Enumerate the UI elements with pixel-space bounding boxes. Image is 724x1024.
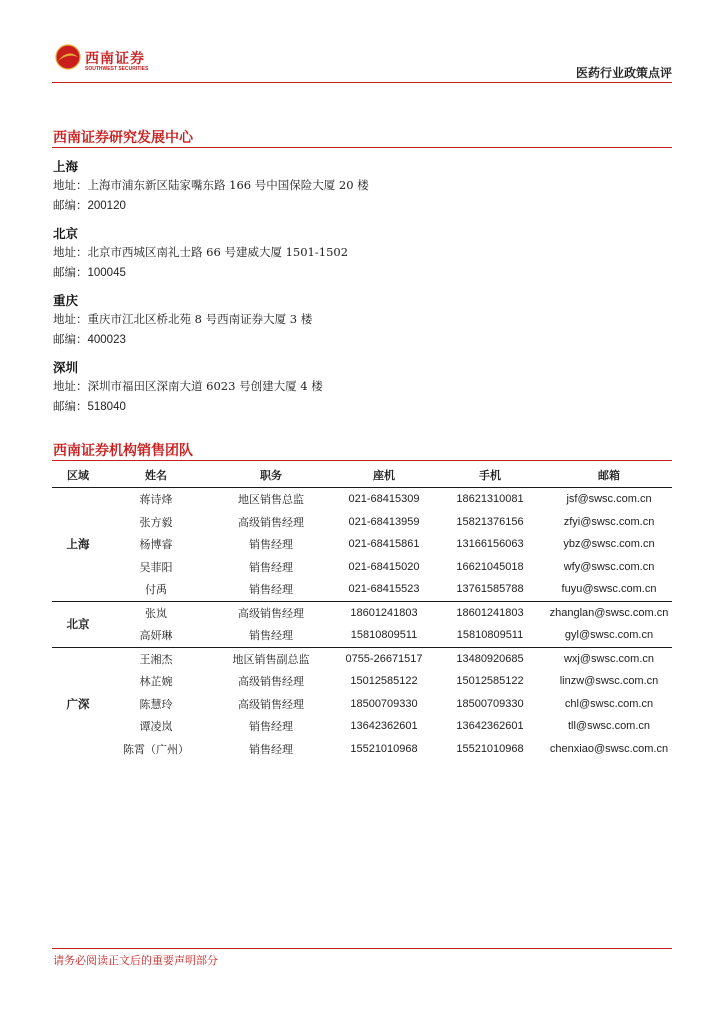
- address-value: 深圳市福田区深南大道 6023 号创建大厦 4 楼: [87, 379, 323, 393]
- zip-label: 邮编：: [53, 198, 88, 212]
- name-cell: 林芷婉: [139, 675, 173, 689]
- footer-divider: [52, 948, 672, 949]
- email-cell: linzw@swsc.com.cn: [559, 675, 659, 688]
- phone-cell: 021-68415309: [348, 493, 420, 506]
- address-value: 重庆市江北区桥北苑 8 号西南证券大厦 3 楼: [87, 312, 313, 326]
- name-cell: 付禹: [104, 578, 208, 601]
- title-cell: 销售经理: [249, 720, 293, 734]
- header-divider: [52, 82, 672, 83]
- phone-cell: 13642362601: [350, 720, 418, 733]
- table-row: [52, 488, 672, 511]
- phone-cell: 15012585122: [350, 675, 418, 688]
- title-cell: 销售经理: [249, 742, 293, 756]
- report-type: 医药行业政策点评: [575, 66, 672, 80]
- column-header-phone: 座机: [334, 462, 434, 488]
- office-address: [53, 311, 312, 327]
- mobile-cell: 13761585788: [434, 578, 546, 601]
- address-label: 地址：: [53, 245, 88, 259]
- office-zip: [53, 197, 126, 213]
- address-label: 地址：: [53, 379, 88, 393]
- office-zip: [53, 331, 126, 347]
- footer-disclaimer: 请务必阅读正文后的重要声明部分: [53, 954, 218, 967]
- address-label: 地址：: [53, 178, 88, 192]
- name-cell: 谭凌岚: [139, 720, 173, 734]
- name-cell: 杨博睿: [139, 538, 173, 552]
- email-cell: gyl@swsc.com.cn: [546, 624, 672, 647]
- mobile-cell: 18621310081: [456, 493, 524, 506]
- phone-cell: 15521010968: [350, 742, 418, 755]
- name-cell: 张方毅: [139, 515, 173, 529]
- title-cell: 销售经理: [249, 560, 293, 574]
- mobile-cell: 18601241803: [456, 606, 524, 619]
- mobile-cell: 18500709330: [456, 697, 524, 710]
- name-cell: 高妍琳: [104, 624, 208, 647]
- table-row: [52, 601, 672, 624]
- name-cell: 吴菲阳: [139, 560, 173, 574]
- table-row: [52, 693, 672, 716]
- region-cell: 上海: [52, 488, 104, 602]
- table-row: [52, 738, 672, 761]
- column-header-name: 姓名: [104, 462, 208, 488]
- mobile-cell: 16621045018: [456, 560, 524, 573]
- zip-label: 邮编：: [53, 399, 88, 413]
- phone-cell: 021-68415523: [334, 578, 434, 601]
- table-header-row: [52, 462, 672, 488]
- address-label: 地址：: [53, 312, 88, 326]
- title-cell: 销售经理: [208, 624, 334, 647]
- title-cell: 销售经理: [208, 578, 334, 601]
- email-cell: chenxiao@swsc.com.cn: [549, 742, 669, 755]
- table-row: [52, 670, 672, 693]
- office-address: [53, 177, 369, 193]
- phone-cell: 021-68415020: [348, 560, 420, 573]
- name-cell: 王湘杰: [139, 652, 173, 666]
- sales-team-divider: [52, 460, 672, 461]
- logo-text-en: SOUTHWEST SECURITIES: [85, 66, 149, 72]
- title-cell: 地区销售副总监: [232, 652, 310, 666]
- title-cell: 销售经理: [249, 538, 293, 552]
- mobile-cell: 13166156063: [456, 538, 524, 551]
- title-cell: 高级销售经理: [238, 675, 304, 689]
- office-city: 上海: [53, 159, 79, 174]
- zip-label: 邮编：: [53, 332, 88, 346]
- email-cell: wxj@swsc.com.cn: [563, 652, 654, 665]
- mobile-cell: 13480920685: [456, 652, 524, 665]
- name-cell: 张岚: [145, 606, 167, 620]
- zip-value: 400023: [87, 334, 126, 346]
- email-cell: jsf@swsc.com.cn: [566, 493, 652, 506]
- office-zip: [53, 398, 126, 414]
- column-header-email: 邮箱: [546, 462, 672, 488]
- title-cell: 高级销售经理: [238, 515, 304, 529]
- phone-cell: 021-68413959: [348, 515, 420, 528]
- table-row: [52, 647, 672, 670]
- mobile-cell: 13642362601: [456, 720, 524, 733]
- table-row: [52, 556, 672, 579]
- email-cell: zfyi@swsc.com.cn: [563, 515, 655, 528]
- phone-cell: 15810809511: [334, 624, 434, 647]
- mobile-cell: 15821376156: [456, 515, 524, 528]
- mobile-cell: 15012585122: [456, 675, 524, 688]
- column-header-mobile: 手机: [434, 462, 546, 488]
- office-zip: [53, 264, 126, 280]
- title-cell: 地区销售总监: [238, 493, 304, 507]
- phone-cell: 18500709330: [350, 697, 418, 710]
- region-cell: 北京: [52, 601, 104, 647]
- phone-cell: 0755-26671517: [345, 652, 423, 665]
- name-cell: 陈慧玲: [139, 697, 173, 711]
- email-cell: wfy@swsc.com.cn: [563, 560, 655, 573]
- mobile-cell: 15810809511: [434, 624, 546, 647]
- email-cell: zhanglan@swsc.com.cn: [549, 606, 669, 619]
- email-cell: fuyu@swsc.com.cn: [546, 578, 672, 601]
- zip-value: 100045: [87, 267, 126, 279]
- title-cell: 高级销售经理: [238, 697, 304, 711]
- table-row: [52, 511, 672, 534]
- zip-label: 邮编：: [53, 265, 88, 279]
- column-header-title: 职务: [208, 462, 334, 488]
- logo-text-cn: 西南证券: [85, 51, 145, 67]
- table-row: [52, 715, 672, 738]
- phone-cell: 021-68415861: [348, 538, 420, 551]
- zip-value: 200120: [87, 200, 126, 212]
- office-city: 重庆: [53, 293, 79, 308]
- office-address: [53, 378, 323, 394]
- research-center-divider: [52, 147, 672, 148]
- email-cell: chl@swsc.com.cn: [564, 697, 654, 710]
- office-address: [53, 244, 348, 260]
- address-value: 北京市西城区南礼士路 66 号建威大厦 1501-1502: [87, 245, 349, 259]
- address-value: 上海市浦东新区陆家嘴东路 166 号中国保险大厦 20 楼: [87, 178, 369, 192]
- zip-value: 518040: [87, 401, 126, 413]
- title-cell: 高级销售经理: [238, 606, 304, 620]
- email-cell: tll@swsc.com.cn: [567, 720, 651, 733]
- mobile-cell: 15521010968: [456, 742, 524, 755]
- office-city: 北京: [53, 226, 79, 241]
- office-city: 深圳: [53, 360, 79, 375]
- name-cell: 蒋诗烽: [139, 493, 173, 507]
- company-logo: [54, 42, 164, 76]
- table-row: [52, 624, 672, 647]
- sales-team-table: [52, 462, 672, 760]
- research-center-title: 西南证券研究发展中心: [53, 130, 193, 146]
- table-row: [52, 578, 672, 601]
- table-row: [52, 533, 672, 556]
- region-cell: 广深: [66, 696, 90, 711]
- name-cell: 陈霄（广州）: [123, 742, 189, 756]
- sales-team-title: 西南证券机构销售团队: [53, 443, 193, 459]
- email-cell: ybz@swsc.com.cn: [563, 538, 655, 551]
- phone-cell: 18601241803: [350, 606, 418, 619]
- column-header-region: 区域: [52, 462, 104, 488]
